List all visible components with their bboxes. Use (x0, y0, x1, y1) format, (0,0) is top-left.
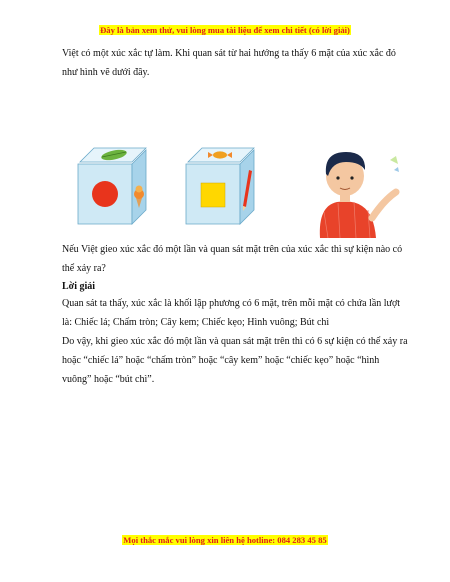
hotline-notice: Mọi thắc mắc vui lòng xin liên hệ hotline: 084 283 45 85 (123, 535, 327, 545)
problem-question: Nếu Việt gieo xúc xắc đó một lần và quan sát mặt trên của xúc xắc thì sự kiện nào có thể xảy ra? (62, 244, 403, 274)
problem-intro: Việt có một xúc xắc tự làm. Khi quan sát từ hai hướng ta thấy 6 mặt của xúc xắc đó như hình vẽ dưới đây. (62, 48, 396, 78)
solution-paragraph-2: Do vậy, khi gieo xúc xắc đó một lần và quan sát mặt trên thì có 6 sự kiện có thể xảy ra hoặc “chiếc lá” hoặc “chấm tròn” hoặc “cây kem” hoặc “chiếc kẹo” hoặc “hình vuông” hoặc “bút chì”. (62, 336, 408, 385)
cube-two (186, 148, 254, 224)
cube-one (78, 148, 146, 224)
yellow-square-icon (201, 183, 225, 207)
dice-illustration (62, 140, 410, 238)
solution-title: Lời giải (62, 281, 96, 292)
boy-icon (320, 152, 399, 238)
preview-notice: Đây là bản xem thử, vui lòng mua tài liệu để xem chi tiết (có lời giải) (100, 25, 350, 35)
red-circle-icon (92, 181, 118, 207)
solution-paragraph-1: Quan sát ta thấy, xúc xắc là khối lập phương có 6 mặt, trên mỗi mặt có chứa lần lượt là: Chiếc lá; Chấm tròn; Cây kem; Chiếc kẹo; Hình vuông; Bút chì (62, 298, 401, 328)
